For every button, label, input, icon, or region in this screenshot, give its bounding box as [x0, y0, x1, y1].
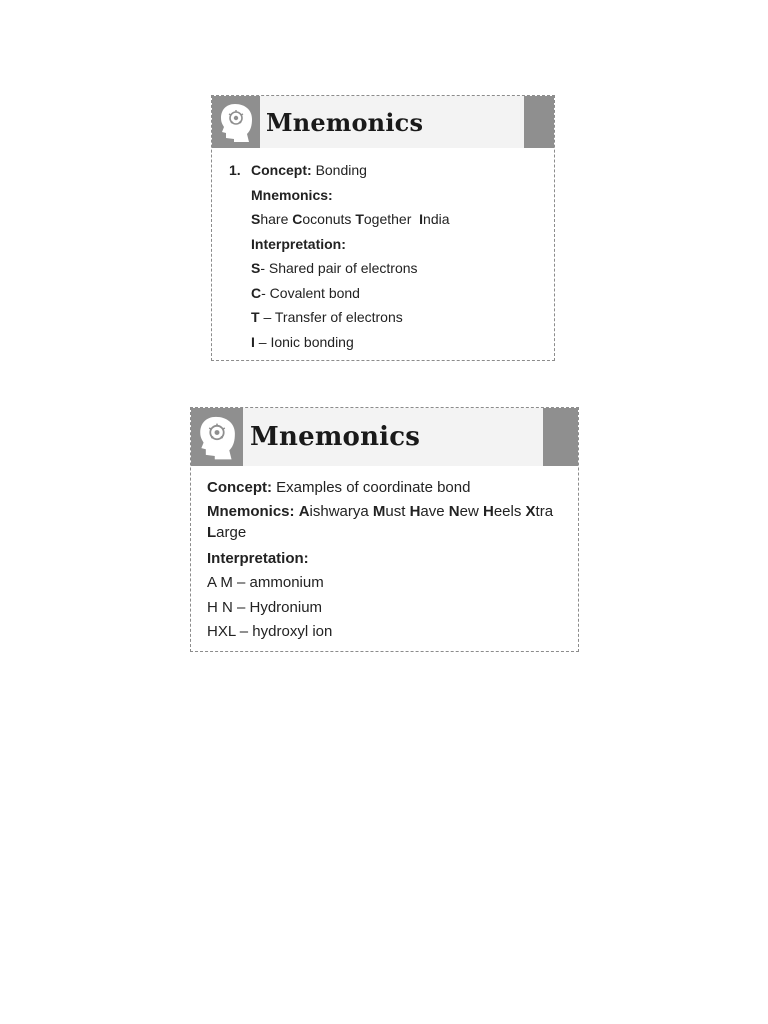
concept-value: Bonding — [315, 162, 367, 178]
mnemonic-phrase: Share Coconuts Together India — [251, 211, 450, 227]
interpretation-label: Interpretation: — [251, 235, 346, 252]
card-header — [191, 408, 578, 466]
item-number: 1. — [229, 162, 241, 178]
head-brain-icon — [212, 96, 260, 148]
header-accent-block — [543, 408, 578, 466]
interpretation-item: A M – ammonium — [207, 574, 324, 591]
mnemonic-phrase-continued: Large — [207, 523, 247, 541]
concept-value: Examples of coordinate bond — [276, 479, 471, 496]
card-title: Mnemonics — [266, 107, 424, 137]
interpretation-item: T – Transfer of electrons — [251, 309, 403, 325]
mnemonics-label: Mnemonics: — [207, 502, 295, 520]
card-title: Mnemonics — [250, 422, 421, 452]
concept-label: Concept: — [207, 479, 272, 496]
interpretation-item: HXL – hydroxyl ion — [207, 623, 333, 640]
mnemonic-card-coordinate-bond — [190, 407, 579, 652]
card-body — [212, 148, 554, 354]
card-body — [191, 466, 578, 645]
concept-label: Concept: — [251, 162, 312, 178]
mnemonic-card-bonding — [211, 95, 555, 361]
interpretation-item: C- Covalent bond — [251, 284, 360, 301]
interpretation-label: Interpretation: — [207, 549, 309, 567]
concept-line — [207, 476, 578, 501]
interpretation-item: S- Shared pair of electrons — [251, 260, 418, 276]
header-accent-block — [524, 96, 554, 148]
head-brain-icon — [191, 408, 243, 466]
mnemonics-label: Mnemonics: — [251, 186, 333, 203]
card-header — [212, 96, 554, 148]
interpretation-item: H N – Hydronium — [207, 598, 323, 616]
mnemonic-phrase: Mnemonics: Aishwarya Must Have New Heels Xtra — [207, 502, 554, 520]
concept-line — [229, 158, 554, 183]
interpretation-item: I – Ionic bonding — [251, 333, 354, 350]
